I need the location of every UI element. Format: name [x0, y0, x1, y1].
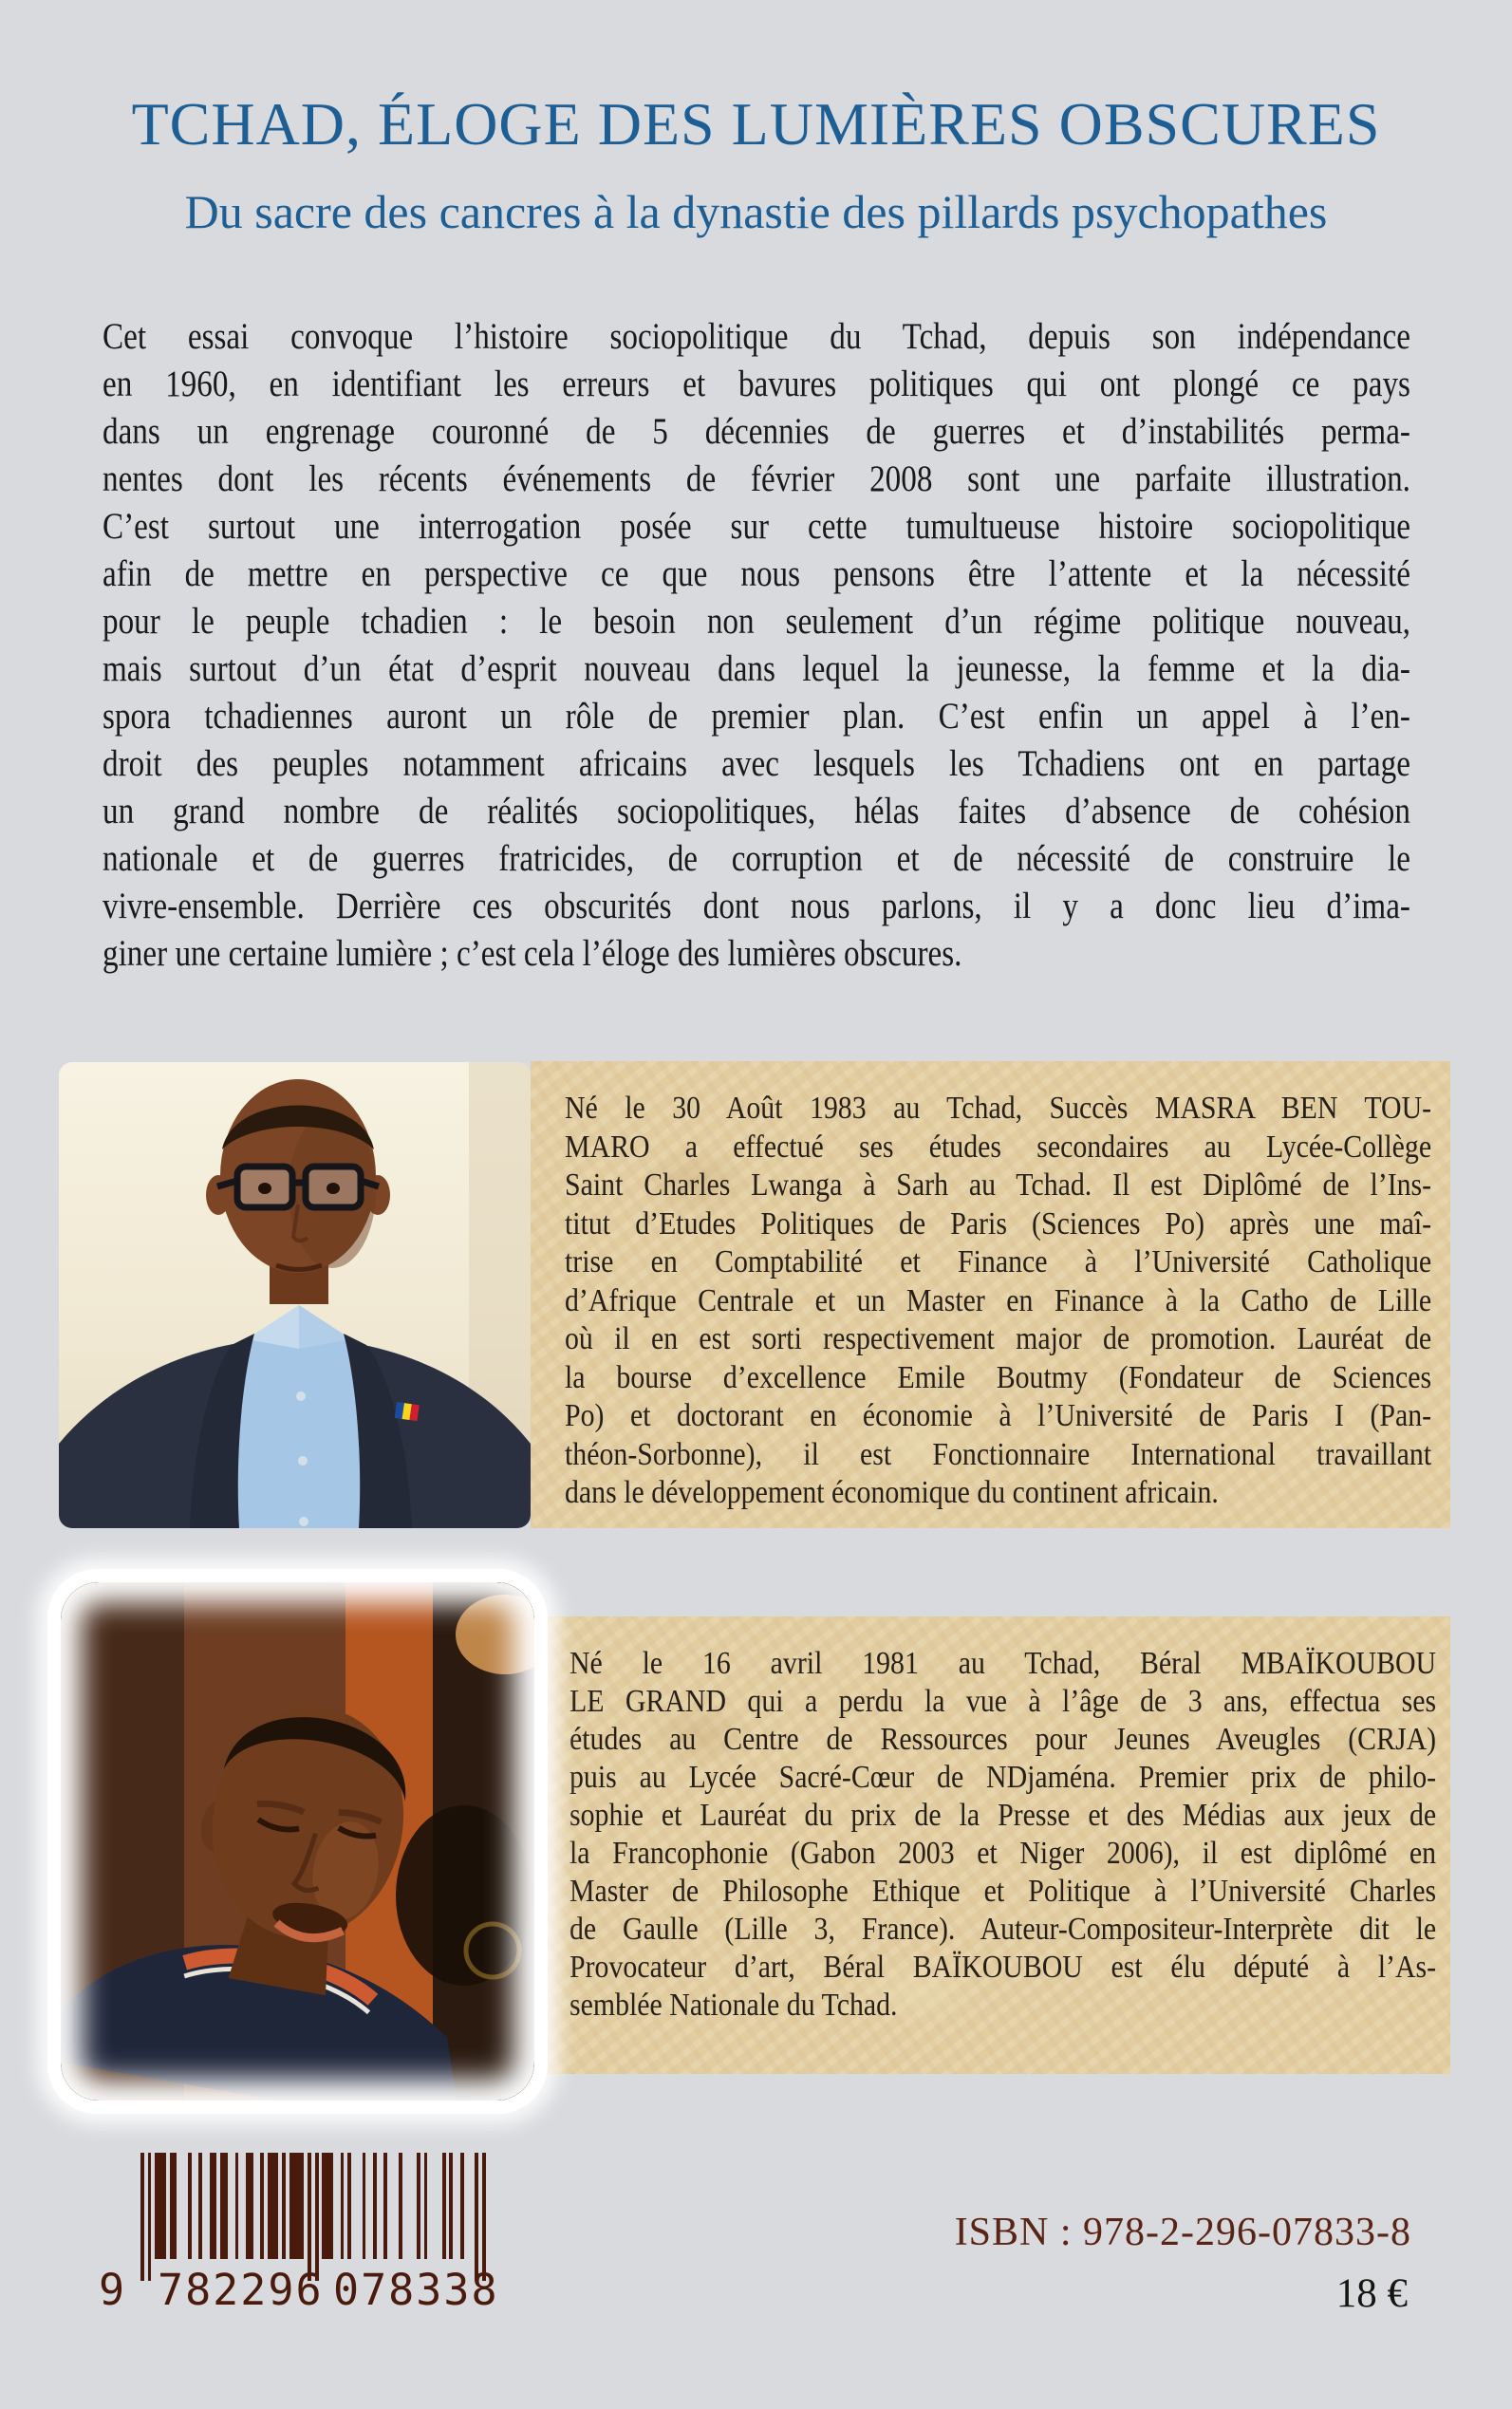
author1-bio-text — [565, 1090, 1431, 1513]
text-line: Né le 16 avril 1981 au Tchad, Béral MBAÏKOUBOU — [569, 1646, 1437, 1681]
text-line: nentes dont les récents événements de février 2008 sont une parfaite illustration. — [103, 458, 1410, 499]
text-line: Né le 30 Août 1983 au Tchad, Succès MASRA BEN TOU- — [565, 1091, 1432, 1126]
text-line: C’est surtout une interrogation posée sur cette tumultueuse histoire sociopolitique — [103, 506, 1410, 547]
barcode-digit-group: 078338 — [333, 2265, 499, 2315]
text-line: dans le développement économique du continent africain. — [565, 1475, 1219, 1510]
text-line: giner une certaine lumière ; c’est cela l’éloge des lumières obscures. — [103, 933, 962, 974]
author2-portrait-image — [61, 1582, 534, 2101]
barcode-digit-group: 782296 — [158, 2265, 324, 2315]
text-line: la bourse d’excellence Emile Boutmy (Fondateur de Sciences — [565, 1359, 1432, 1395]
text-line: Po) et doctorant en économie à l’Université de Paris I (Pan- — [565, 1398, 1432, 1433]
text-line: d’Afrique Centrale et un Master en Finance à la Catho de Lille — [565, 1282, 1432, 1318]
synopsis-paragraph — [103, 313, 1410, 981]
text-line: trise en Comptabilité et Finance à l’Université Catholique — [565, 1244, 1432, 1279]
text-line: vivre-ensemble. Derrière ces obscurités dont nous parlons, il y a donc lieu d’ima- — [103, 886, 1410, 926]
text-line: puis au Lycée Sacré-Cœur de NDjaména. Premier prix de philo- — [569, 1760, 1437, 1795]
text-line: Saint Charles Lwanga à Sarh au Tchad. Il est Diplômé de l’Ins- — [565, 1167, 1432, 1203]
book-subtitle: Du sacre des cancres à la dynastie des pillards psychopathes — [184, 185, 1328, 238]
text-line: LE GRAND qui a perdu la vue à l’âge de 3 ans, effectua ses — [569, 1684, 1437, 1719]
text-line: pour le peuple tchadien : le besoin non seulement d’un régime politique nouveau, — [103, 601, 1410, 642]
chad-flag-pin — [395, 1402, 420, 1421]
author2-photo — [47, 1569, 548, 2114]
book-title: TCHAD, ÉLOGE DES LUMIÈRES OBSCURES — [131, 90, 1381, 158]
text-line: théon-Sorbonne), il est Fonctionnaire International travaillant — [565, 1436, 1432, 1472]
text-line: en 1960, en identifiant les erreurs et bavures politiques qui ont plongé ce pays — [103, 364, 1410, 404]
author2-bio-text — [569, 1645, 1436, 2025]
text-line: semblée Nationale du Tchad. — [569, 1988, 898, 2023]
author2-bio-panel — [533, 1616, 1450, 2074]
text-line: afin de mettre en perspective ce que nous pensons être l’attente et la nécessité — [103, 553, 1410, 594]
text-line: MARO a effectué ses études secondaires au Lycée-Collège — [565, 1129, 1432, 1165]
text-line: droit des peuples notamment africains avec lesquels les Tchadiens ont en partage — [103, 743, 1410, 784]
ean13-barcode — [99, 2153, 507, 2333]
text-line: Provocateur d’art, Béral BAÏKOUBOU est élu député à l’As- — [569, 1950, 1437, 1985]
barcode-bars — [140, 2153, 507, 2281]
isbn-text: ISBN : 978-2-296-07833-8 — [954, 2211, 1411, 2254]
text-line: un grand nombre de réalités sociopolitiques, hélas faites d’absence de cohésion — [103, 791, 1410, 831]
author1-bio-panel — [531, 1061, 1450, 1528]
text-line: études au Centre de Ressources pour Jeunes Aveugles (CRJA) — [569, 1722, 1437, 1757]
text-line: Master de Philosophe Ethique et Politique à l’Université Charles — [569, 1874, 1437, 1909]
text-line: Cet essai convoque l’histoire sociopolitique du Tchad, depuis son indépendance — [103, 316, 1410, 357]
synopsis-text — [103, 313, 1410, 978]
text-line: titut d’Etudes Politiques de Paris (Sciences Po) après une maî- — [565, 1205, 1432, 1242]
text-line: de Gaulle (Lille 3, France). Auteur-Compositeur-Interprète dit le — [569, 1912, 1437, 1947]
text-line: la Francophonie (Gabon 2003 et Niger 2006), il est diplômé en — [569, 1836, 1437, 1871]
author1-portrait-image — [59, 1062, 531, 1528]
price-text: 18 € — [1335, 2271, 1408, 2316]
text-line: dans un engrenage couronné de 5 décennies de guerres et d’instabilités perma- — [103, 411, 1410, 452]
barcode-bar — [482, 2153, 486, 2281]
barcode-digit-group: 9 — [99, 2265, 127, 2315]
text-line: spora tchadiennes auront un rôle de premier plan. C’est enfin un appel à l’en- — [103, 696, 1410, 737]
text-line: où il en est sorti respectivement major de promotion. Lauréat de — [565, 1321, 1432, 1356]
text-line: nationale et de guerres fratricides, de corruption et de nécessité de construire le — [103, 838, 1410, 879]
text-line: sophie et Lauréat du prix de la Presse et des Médias aux jeux de — [569, 1798, 1437, 1833]
text-line: mais surtout d’un état d’esprit nouveau dans lequel la jeunesse, la femme et la dia- — [103, 648, 1410, 689]
author1-photo — [59, 1062, 531, 1528]
